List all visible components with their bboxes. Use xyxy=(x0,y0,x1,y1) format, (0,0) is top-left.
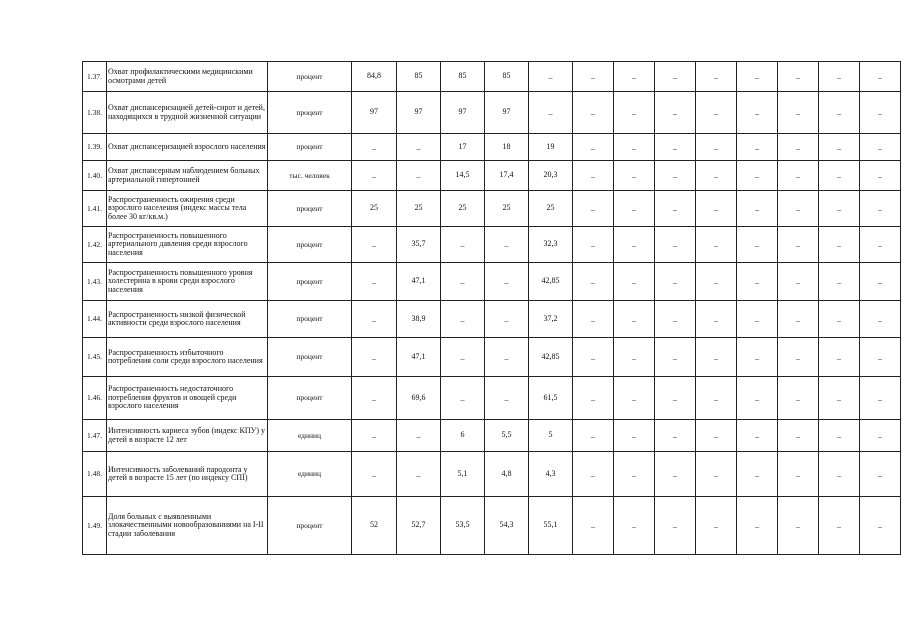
value-cell: _ xyxy=(614,338,655,377)
value-cell: _ xyxy=(696,420,737,452)
indicator-name: Распространенность ожирения среди взрослого населения (индекс массы тела более 30 кг/кв.м.) xyxy=(107,191,268,227)
value-cell: _ xyxy=(860,227,901,263)
value-cell: 37,2 xyxy=(529,301,573,338)
row-number: 1.48. xyxy=(83,452,107,497)
value-cell: _ xyxy=(655,377,696,420)
unit-cell: процент xyxy=(268,301,352,338)
value-cell: _ xyxy=(737,62,778,92)
table-row xyxy=(83,377,901,420)
value-cell: _ xyxy=(696,227,737,263)
value-cell: _ xyxy=(614,92,655,134)
value-cell: _ xyxy=(819,263,860,301)
indicator-name: Распространенность недостаточного потребления фруктов и овощей среди взрослого населения xyxy=(107,377,268,420)
value-cell: _ xyxy=(614,227,655,263)
value-cell: _ xyxy=(655,227,696,263)
value-cell: _ xyxy=(737,134,778,161)
unit-cell: процент xyxy=(268,377,352,420)
indicator-name: Интенсивность заболеваний пародонта у детей в возрасте 15 лет (по индексу CПI) xyxy=(107,452,268,497)
row-number: 1.39. xyxy=(83,134,107,161)
indicators-table xyxy=(82,61,901,555)
value-cell: _ xyxy=(737,92,778,134)
value-cell: 69,6 xyxy=(397,377,441,420)
value-cell: _ xyxy=(696,338,737,377)
value-cell: _ xyxy=(819,191,860,227)
value-cell: 25 xyxy=(485,191,529,227)
value-cell: _ xyxy=(529,62,573,92)
value-cell: 5,1 xyxy=(441,452,485,497)
value-cell: _ xyxy=(573,452,614,497)
row-number: 1.37. xyxy=(83,62,107,92)
value-cell: _ xyxy=(655,62,696,92)
value-cell: _ xyxy=(860,62,901,92)
table-row xyxy=(83,338,901,377)
value-cell: 17 xyxy=(441,134,485,161)
value-cell: _ xyxy=(352,301,397,338)
value-cell: _ xyxy=(655,420,696,452)
value-cell: _ xyxy=(778,227,819,263)
indicator-name: Интенсивность кариеса зубов (индекс КПУ) у детей в возрасте 12 лет xyxy=(107,420,268,452)
value-cell: _ xyxy=(614,452,655,497)
value-cell: 97 xyxy=(397,92,441,134)
value-cell: _ xyxy=(778,338,819,377)
value-cell: _ xyxy=(819,377,860,420)
row-number: 1.49. xyxy=(83,497,107,555)
value-cell: _ xyxy=(614,301,655,338)
value-cell: _ xyxy=(860,134,901,161)
table-row xyxy=(83,263,901,301)
value-cell: _ xyxy=(778,134,819,161)
value-cell: 61,5 xyxy=(529,377,573,420)
unit-cell: единиц xyxy=(268,420,352,452)
value-cell: _ xyxy=(860,301,901,338)
value-cell: _ xyxy=(819,420,860,452)
value-cell: _ xyxy=(352,452,397,497)
value-cell: _ xyxy=(441,227,485,263)
value-cell: _ xyxy=(397,420,441,452)
unit-cell: процент xyxy=(268,227,352,263)
value-cell: _ xyxy=(778,161,819,191)
value-cell: _ xyxy=(397,161,441,191)
value-cell: _ xyxy=(573,301,614,338)
value-cell: _ xyxy=(655,92,696,134)
value-cell: _ xyxy=(860,263,901,301)
row-number: 1.42. xyxy=(83,227,107,263)
indicator-name: Охват профилактическими медицинскими осмотрами детей xyxy=(107,62,268,92)
value-cell: _ xyxy=(573,497,614,555)
value-cell: 52 xyxy=(352,497,397,555)
table-row xyxy=(83,227,901,263)
indicator-name: Охват диспансеризацией взрослого населения xyxy=(107,134,268,161)
indicator-name: Распространенность низкой физической активности среди взрослого населения xyxy=(107,301,268,338)
value-cell: _ xyxy=(819,62,860,92)
value-cell: _ xyxy=(352,227,397,263)
value-cell: 42,85 xyxy=(529,338,573,377)
value-cell: _ xyxy=(737,161,778,191)
value-cell: _ xyxy=(614,134,655,161)
value-cell: _ xyxy=(860,497,901,555)
indicator-name: Распространенность повышенного уровня холестерина в крови среди взрослого населения xyxy=(107,263,268,301)
unit-cell: процент xyxy=(268,191,352,227)
indicator-name: Охват диспансеризацией детей-сирот и детей, находящихся в трудной жизненной ситуации xyxy=(107,92,268,134)
value-cell: _ xyxy=(655,161,696,191)
value-cell: _ xyxy=(696,301,737,338)
value-cell: _ xyxy=(737,497,778,555)
value-cell: _ xyxy=(860,452,901,497)
table-row xyxy=(83,191,901,227)
value-cell: _ xyxy=(485,301,529,338)
value-cell: 25 xyxy=(529,191,573,227)
value-cell: _ xyxy=(696,191,737,227)
value-cell: _ xyxy=(860,191,901,227)
value-cell: 5 xyxy=(529,420,573,452)
value-cell: _ xyxy=(614,62,655,92)
value-cell: _ xyxy=(352,420,397,452)
value-cell: 42,85 xyxy=(529,263,573,301)
value-cell: _ xyxy=(485,227,529,263)
value-cell: _ xyxy=(737,377,778,420)
value-cell: _ xyxy=(352,377,397,420)
row-number: 1.40. xyxy=(83,161,107,191)
value-cell: _ xyxy=(819,301,860,338)
value-cell: 14,5 xyxy=(441,161,485,191)
value-cell: _ xyxy=(819,497,860,555)
value-cell: _ xyxy=(737,420,778,452)
value-cell: _ xyxy=(397,452,441,497)
value-cell: _ xyxy=(737,191,778,227)
value-cell: 25 xyxy=(441,191,485,227)
value-cell: _ xyxy=(655,134,696,161)
indicator-name: Распространенность избыточного потребления соли среди взрослого населения xyxy=(107,338,268,377)
value-cell: _ xyxy=(614,420,655,452)
value-cell: _ xyxy=(737,452,778,497)
value-cell: _ xyxy=(819,227,860,263)
value-cell: 19 xyxy=(529,134,573,161)
value-cell: 47,1 xyxy=(397,263,441,301)
row-number: 1.47. xyxy=(83,420,107,452)
value-cell: 17,4 xyxy=(485,161,529,191)
table-row xyxy=(83,134,901,161)
value-cell: _ xyxy=(737,227,778,263)
value-cell: _ xyxy=(441,377,485,420)
value-cell: _ xyxy=(573,92,614,134)
value-cell: _ xyxy=(655,452,696,497)
value-cell: _ xyxy=(614,191,655,227)
value-cell: _ xyxy=(352,134,397,161)
value-cell: _ xyxy=(696,263,737,301)
table-row xyxy=(83,92,901,134)
unit-cell: процент xyxy=(268,62,352,92)
row-number: 1.45. xyxy=(83,338,107,377)
value-cell: _ xyxy=(614,497,655,555)
unit-cell: процент xyxy=(268,338,352,377)
table-row xyxy=(83,161,901,191)
value-cell: _ xyxy=(352,263,397,301)
row-number: 1.43. xyxy=(83,263,107,301)
value-cell: _ xyxy=(655,338,696,377)
value-cell: _ xyxy=(655,301,696,338)
value-cell: _ xyxy=(573,338,614,377)
value-cell: _ xyxy=(397,134,441,161)
value-cell: 47,1 xyxy=(397,338,441,377)
value-cell: _ xyxy=(737,263,778,301)
value-cell: _ xyxy=(778,191,819,227)
value-cell: _ xyxy=(485,377,529,420)
value-cell: _ xyxy=(778,263,819,301)
value-cell: _ xyxy=(860,161,901,191)
value-cell: 35,7 xyxy=(397,227,441,263)
value-cell: _ xyxy=(860,377,901,420)
value-cell: 25 xyxy=(397,191,441,227)
value-cell: _ xyxy=(737,301,778,338)
value-cell: _ xyxy=(819,134,860,161)
value-cell: _ xyxy=(696,377,737,420)
value-cell: _ xyxy=(573,227,614,263)
value-cell: 25 xyxy=(352,191,397,227)
value-cell: _ xyxy=(860,338,901,377)
value-cell: _ xyxy=(819,161,860,191)
value-cell: 97 xyxy=(352,92,397,134)
value-cell: _ xyxy=(778,420,819,452)
indicator-name: Распространенность повышенного артериального давления среди взрослого населения xyxy=(107,227,268,263)
value-cell: _ xyxy=(529,92,573,134)
value-cell: _ xyxy=(614,263,655,301)
value-cell: _ xyxy=(352,338,397,377)
indicator-name: Доля больных с выявленными злокачественными новообразованиями на I-II стадии заболевания xyxy=(107,497,268,555)
table-row xyxy=(83,420,901,452)
value-cell: 97 xyxy=(441,92,485,134)
value-cell: 85 xyxy=(441,62,485,92)
value-cell: _ xyxy=(737,338,778,377)
value-cell: _ xyxy=(696,497,737,555)
value-cell: _ xyxy=(573,420,614,452)
value-cell: _ xyxy=(778,377,819,420)
value-cell: 54,3 xyxy=(485,497,529,555)
value-cell: _ xyxy=(696,161,737,191)
value-cell: _ xyxy=(778,497,819,555)
value-cell: _ xyxy=(696,134,737,161)
value-cell: 5,5 xyxy=(485,420,529,452)
value-cell: _ xyxy=(819,338,860,377)
value-cell: 20,3 xyxy=(529,161,573,191)
value-cell: _ xyxy=(655,497,696,555)
value-cell: _ xyxy=(441,301,485,338)
value-cell: _ xyxy=(485,263,529,301)
value-cell: _ xyxy=(614,161,655,191)
value-cell: 6 xyxy=(441,420,485,452)
value-cell: _ xyxy=(860,420,901,452)
value-cell: _ xyxy=(614,377,655,420)
value-cell: _ xyxy=(860,92,901,134)
row-number: 1.44. xyxy=(83,301,107,338)
value-cell: _ xyxy=(441,263,485,301)
value-cell: _ xyxy=(655,191,696,227)
value-cell: 52,7 xyxy=(397,497,441,555)
value-cell: 85 xyxy=(397,62,441,92)
value-cell: _ xyxy=(573,62,614,92)
value-cell: _ xyxy=(485,338,529,377)
value-cell: _ xyxy=(778,92,819,134)
value-cell: _ xyxy=(696,62,737,92)
value-cell: _ xyxy=(819,452,860,497)
value-cell: _ xyxy=(696,452,737,497)
value-cell: _ xyxy=(573,134,614,161)
table-row xyxy=(83,497,901,555)
unit-cell: процент xyxy=(268,497,352,555)
value-cell: _ xyxy=(573,377,614,420)
table-row xyxy=(83,301,901,338)
value-cell: 38,9 xyxy=(397,301,441,338)
unit-cell: процент xyxy=(268,263,352,301)
value-cell: 4,8 xyxy=(485,452,529,497)
unit-cell: единиц xyxy=(268,452,352,497)
value-cell: 18 xyxy=(485,134,529,161)
value-cell: 84,8 xyxy=(352,62,397,92)
value-cell: 53,5 xyxy=(441,497,485,555)
value-cell: _ xyxy=(573,161,614,191)
table-row xyxy=(83,62,901,92)
unit-cell: тыс. человек xyxy=(268,161,352,191)
value-cell: _ xyxy=(441,338,485,377)
value-cell: _ xyxy=(696,92,737,134)
row-number: 1.41. xyxy=(83,191,107,227)
value-cell: 4,3 xyxy=(529,452,573,497)
value-cell: _ xyxy=(352,161,397,191)
value-cell: _ xyxy=(573,263,614,301)
value-cell: 97 xyxy=(485,92,529,134)
row-number: 1.38. xyxy=(83,92,107,134)
indicator-name: Охват диспансерным наблюдением больных артериальной гипертонией xyxy=(107,161,268,191)
value-cell: _ xyxy=(573,191,614,227)
value-cell: 85 xyxy=(485,62,529,92)
value-cell: 32,3 xyxy=(529,227,573,263)
table-row xyxy=(83,452,901,497)
value-cell: _ xyxy=(655,263,696,301)
value-cell: _ xyxy=(819,92,860,134)
unit-cell: процент xyxy=(268,134,352,161)
unit-cell: процент xyxy=(268,92,352,134)
row-number: 1.46. xyxy=(83,377,107,420)
value-cell: _ xyxy=(778,452,819,497)
value-cell: 55,1 xyxy=(529,497,573,555)
value-cell: _ xyxy=(778,62,819,92)
value-cell: _ xyxy=(778,301,819,338)
